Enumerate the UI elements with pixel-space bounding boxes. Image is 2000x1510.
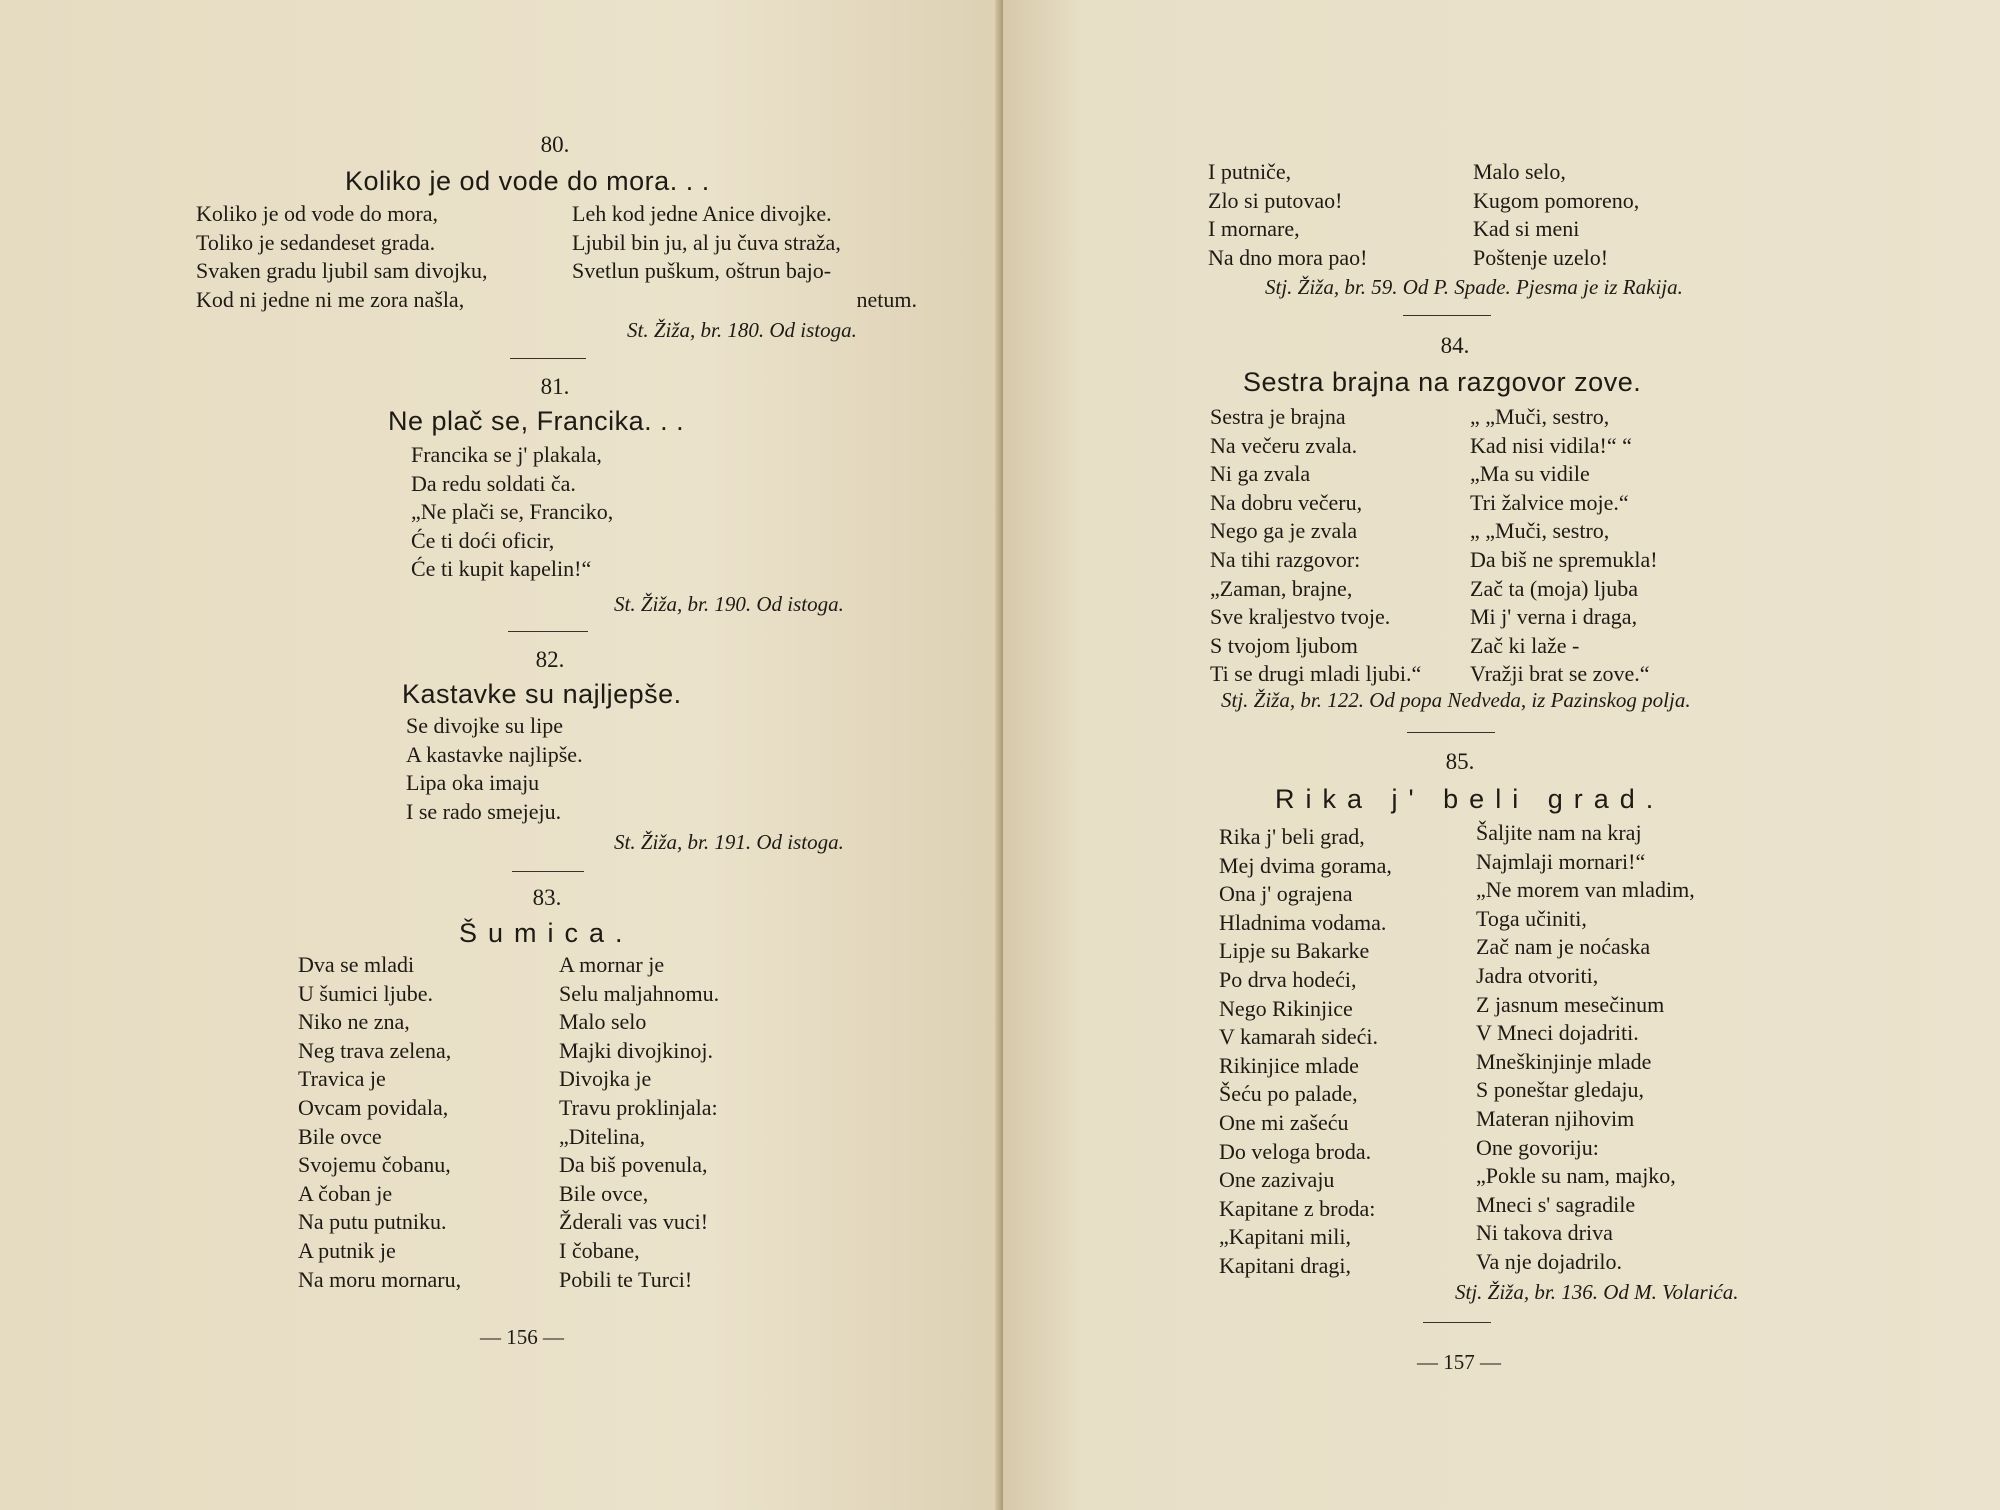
- poem-column: [1219, 823, 1392, 1281]
- divider: [512, 871, 584, 872]
- poem-source: St. Žiža, br. 180. Od istoga.: [627, 318, 857, 342]
- verse-line: Zač ta (moja) ljuba: [1470, 575, 1638, 601]
- poem-column: [1470, 403, 1658, 689]
- verse-line: Zlo si putovao!: [1208, 187, 1343, 213]
- verse-line: Travu proklinjala:: [559, 1094, 718, 1120]
- verse-line: Po drva hodeći,: [1219, 966, 1357, 992]
- verse-line: Do veloga broda.: [1219, 1138, 1372, 1164]
- verse-line: Da biš ne spremukla!: [1470, 546, 1658, 572]
- poem-source: St. Žiža, br. 190. Od istoga.: [614, 592, 844, 616]
- poem-column: [1473, 158, 1639, 272]
- verse-line: Ovcam povidala,: [298, 1094, 449, 1120]
- verse-line: One mi zašeću: [1219, 1109, 1349, 1135]
- verse-line: Šaljite nam na kraj: [1476, 820, 1642, 845]
- verse-line: Neg trava zelena,: [298, 1037, 452, 1063]
- verse-line: Travica je: [298, 1066, 386, 1092]
- verse-line: V Mneci dojadriti.: [1476, 1020, 1639, 1046]
- poem-number: 83.: [532, 885, 562, 910]
- poem-number: 80.: [540, 132, 570, 157]
- verse-line: Pobili te Turci!: [559, 1266, 693, 1292]
- verse-line: Žderali vas vuci!: [559, 1209, 709, 1235]
- verse-line: Ni ga zvala: [1210, 461, 1311, 487]
- verse-line: Kad nisi vidila!“ “: [1470, 432, 1632, 458]
- verse-line: Kapitani dragi,: [1219, 1252, 1351, 1278]
- verse-line: Na tihi razgovor:: [1210, 546, 1361, 572]
- divider: [1423, 1322, 1491, 1323]
- verse-line: Sestra je brajna: [1210, 404, 1346, 429]
- verse-line: Sve kraljestvo tvoje.: [1210, 604, 1391, 630]
- poem-source: Stj. Žiža, br. 59. Od P. Spade. Pjesma je iz Rakija.: [1265, 275, 1683, 299]
- verse-line: Leh kod jedne Anice divojke.: [572, 201, 832, 226]
- verse-line: „ „Muči, sestro,: [1470, 518, 1610, 544]
- verse-line: One govoriju:: [1476, 1134, 1599, 1160]
- poem-column: [1476, 819, 1695, 1277]
- verse-line: „Ditelina,: [559, 1123, 646, 1149]
- verse-line: Vražji brat se zove.“: [1470, 661, 1650, 687]
- verse-line: Na dobru večeru,: [1210, 489, 1363, 515]
- verse-line: Kod ni jedne ni me zora našla,: [196, 286, 465, 312]
- poem-source: Stj. Žiža, br. 122. Od popa Nedveda, iz Pazinskog polja.: [1221, 688, 1691, 712]
- page-number: — 157 —: [1417, 1350, 1501, 1374]
- verse-line: Bile ovce: [298, 1123, 382, 1149]
- verse-line: „Kapitani mili,: [1219, 1224, 1351, 1250]
- verse-line: Niko ne zna,: [298, 1009, 410, 1035]
- verse-line: I putniče,: [1208, 159, 1292, 184]
- verse-line: Divojka je: [559, 1066, 652, 1092]
- poem-column: [572, 200, 917, 314]
- verse-line: Će ti kupit kapelin!“: [411, 556, 592, 582]
- verse-line: Nego ga je zvala: [1210, 518, 1358, 544]
- verse-line: Majki divojkinoj.: [559, 1037, 713, 1063]
- verse-line: Zač ki laže -: [1470, 632, 1580, 658]
- verse-line: Svetlun puškum, oštrun bajo-: [572, 258, 832, 284]
- verse-line: S poneštar gledaju,: [1476, 1077, 1645, 1103]
- verse-line: „Zaman, brajne,: [1210, 575, 1353, 601]
- poem-number: 84.: [1440, 333, 1470, 358]
- verse-line: Ni takova driva: [1476, 1220, 1613, 1246]
- verse-line: Dva se mladi: [298, 952, 415, 977]
- verse-line: Rikinjice mlade: [1219, 1052, 1359, 1078]
- verse-line: Lipje su Bakarke: [1219, 938, 1370, 964]
- verse-line: Rika j' beli grad,: [1219, 824, 1365, 849]
- verse-line: Na dno mora pao!: [1208, 244, 1368, 270]
- poem-column: [559, 951, 719, 1294]
- poem-column: [406, 712, 583, 826]
- poem-title: Šumica.: [459, 918, 634, 948]
- verse-line: Na moru mornaru,: [298, 1266, 462, 1292]
- divider: [508, 631, 588, 632]
- verse-line: Materan njihovim: [1476, 1105, 1635, 1131]
- verse-line: U šumici ljube.: [298, 980, 434, 1006]
- poem-title: Sestra brajna na razgovor zove.: [1243, 367, 1642, 397]
- poem-column: [298, 951, 461, 1294]
- verse-line: Francika se j' plakala,: [411, 442, 602, 467]
- verse-line: „Pokle su nam, majko,: [1476, 1163, 1676, 1189]
- verse-line: Mi j' verna i draga,: [1470, 604, 1638, 630]
- verse-line: Bile ovce,: [559, 1180, 649, 1206]
- verse-line: Nego Rikinjice: [1219, 995, 1353, 1021]
- verse-line: Svaken gradu ljubil sam divojku,: [196, 258, 488, 284]
- poem-title: Koliko je od vode do mora. . .: [345, 166, 710, 196]
- verse-line: Ljubil bin ju, al ju čuva straža,: [572, 229, 841, 255]
- verse-line: Svojemu čobanu,: [298, 1152, 451, 1178]
- verse-line: Lipa oka imaju: [406, 770, 540, 796]
- page-number: — 156 —: [480, 1325, 564, 1349]
- verse-line: „ „Muči, sestro,: [1470, 404, 1610, 429]
- verse-line: Hladnima vodama.: [1219, 909, 1387, 935]
- verse-line: Koliko je od vode do mora,: [196, 201, 438, 226]
- verse-line: „Ne morem van mladim,: [1476, 877, 1695, 903]
- poem-number: 81.: [540, 374, 570, 399]
- verse-line: Z jasnum mesečinum: [1476, 991, 1665, 1017]
- poem-title: Kastavke su najljepše.: [402, 679, 682, 709]
- poem-title: Ne plač se, Francika. . .: [388, 406, 685, 436]
- verse-line: Va nje dojadrilo.: [1476, 1248, 1623, 1274]
- poem-source: St. Žiža, br. 191. Od istoga.: [614, 830, 844, 854]
- verse-line: Najmlaji mornari!“: [1476, 848, 1646, 874]
- verse-line: Ti se drugi mladi ljubi.“: [1210, 661, 1422, 687]
- verse-line: Malo selo,: [1473, 159, 1566, 184]
- verse-line: Mneci s' sagradile: [1476, 1191, 1636, 1217]
- verse-line: I se rado smejeju.: [406, 798, 562, 824]
- verse-line: Na putu putniku.: [298, 1209, 447, 1235]
- verse-line: Toliko je sedandeset grada.: [196, 229, 436, 255]
- verse-line: netum.: [856, 286, 917, 312]
- verse-line: A putnik je: [298, 1237, 396, 1263]
- verse-line: Da redu soldati ča.: [411, 470, 576, 496]
- divider: [510, 358, 586, 359]
- verse-line: „Ne plači se, Franciko,: [411, 499, 614, 525]
- verse-line: I čobane,: [559, 1237, 640, 1263]
- verse-line: Mej dvima gorama,: [1219, 852, 1392, 878]
- verse-line: Kapitane z broda:: [1219, 1195, 1376, 1221]
- right-page: [1003, 0, 2000, 1510]
- poem-column: [1210, 403, 1421, 689]
- poem-column: [196, 200, 487, 314]
- verse-line: I mornare,: [1208, 216, 1300, 242]
- poem-column: [411, 441, 613, 584]
- verse-line: Jadra otvoriti,: [1476, 962, 1599, 988]
- verse-line: A kastavke najlipše.: [406, 741, 583, 767]
- verse-line: Poštenje uzelo!: [1473, 244, 1609, 270]
- verse-line: V kamarah sideći.: [1219, 1024, 1379, 1050]
- verse-line: Malo selo: [559, 1009, 647, 1035]
- poem-number: 82.: [535, 647, 565, 672]
- divider: [1407, 732, 1495, 733]
- verse-line: Tri žalvice moje.“: [1470, 489, 1629, 515]
- verse-line: One zazivaju: [1219, 1167, 1335, 1193]
- verse-line: Mneškinjinje mlade: [1476, 1048, 1652, 1074]
- verse-line: Na večeru zvala.: [1210, 432, 1358, 458]
- verse-line: „Ma su vidile: [1470, 461, 1590, 487]
- poem-column: [1208, 158, 1367, 272]
- verse-line: Kugom pomoreno,: [1473, 187, 1640, 213]
- divider: [1403, 315, 1491, 316]
- poem-source: Stj. Žiža, br. 136. Od M. Volarića.: [1455, 1280, 1739, 1304]
- verse-line: Zač nam je noćaska: [1476, 934, 1651, 960]
- verse-line: A mornar je: [559, 952, 665, 977]
- verse-line: Se divojke su lipe: [406, 713, 564, 738]
- verse-line: Će ti doći oficir,: [411, 527, 555, 553]
- verse-line: Toga učiniti,: [1476, 905, 1587, 931]
- verse-line: Kad si meni: [1473, 216, 1580, 242]
- verse-line: Šeću po palade,: [1219, 1081, 1358, 1107]
- verse-line: A čoban je: [298, 1180, 393, 1206]
- poem-title: Rika j' beli grad.: [1275, 784, 1665, 814]
- verse-line: Selu maljahnomu.: [559, 980, 720, 1006]
- verse-line: S tvojom ljubom: [1210, 632, 1358, 658]
- poem-number: 85.: [1445, 749, 1475, 774]
- verse-line: Da biš povenula,: [559, 1152, 708, 1178]
- verse-line: Ona j' ograjena: [1219, 881, 1353, 907]
